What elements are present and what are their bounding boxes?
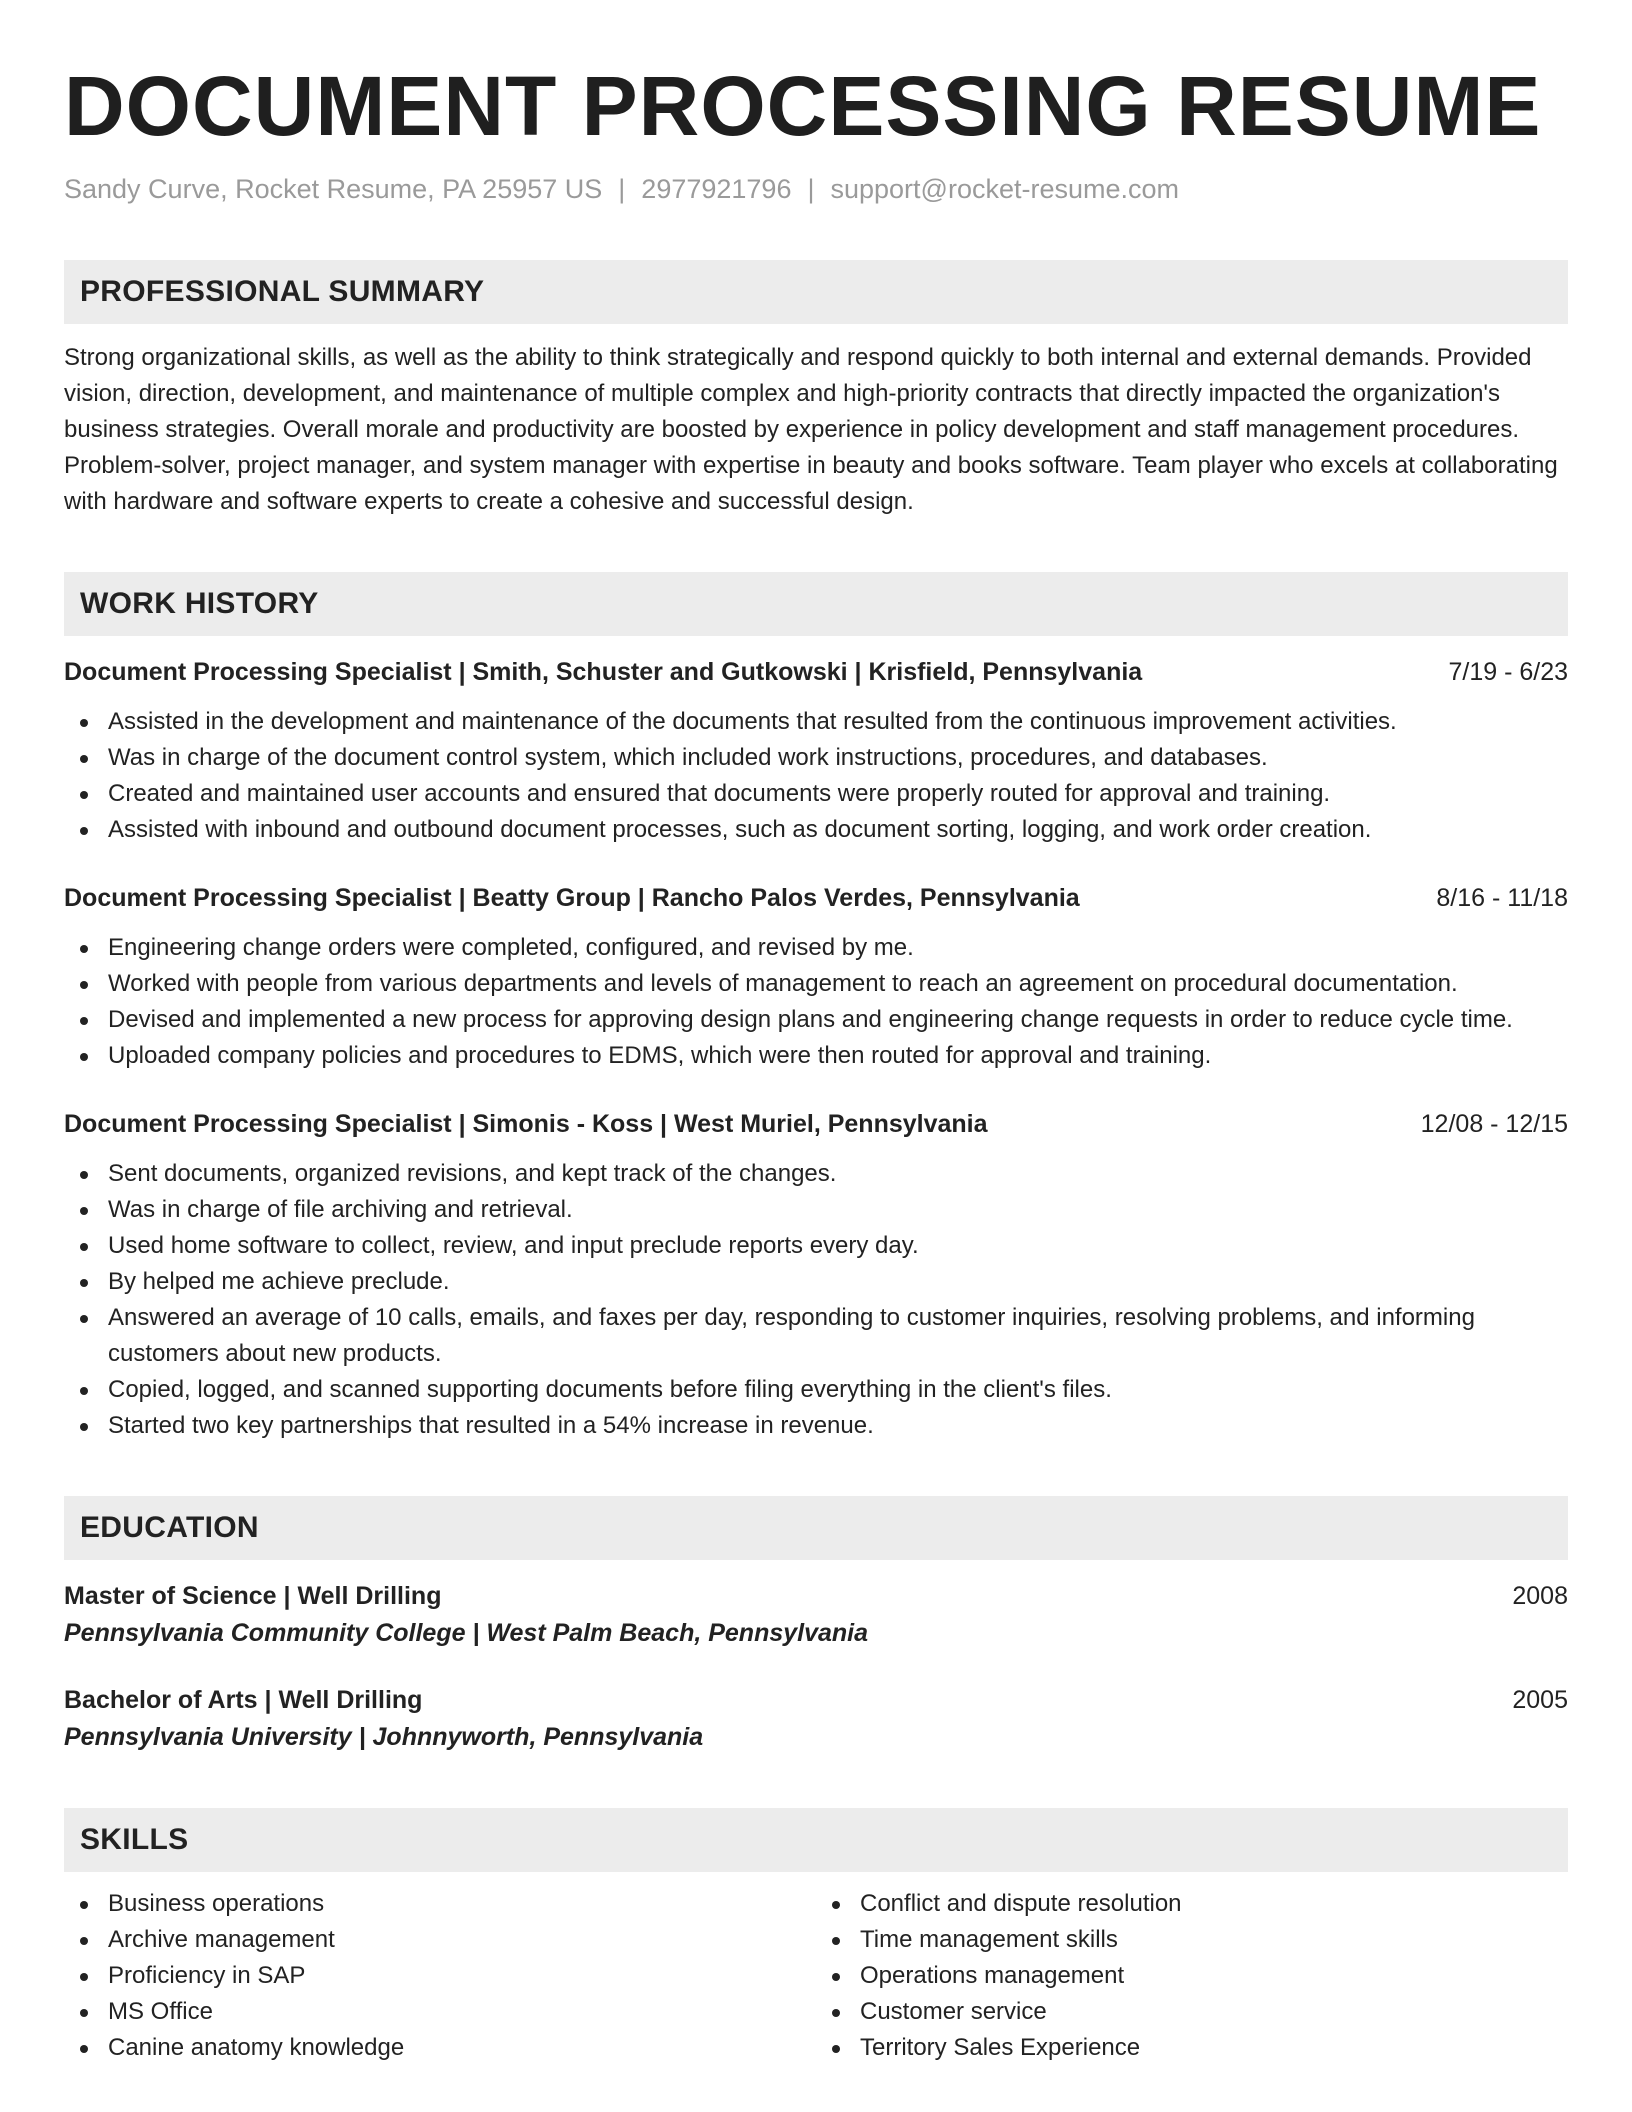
list-item: Was in charge of file archiving and retrieval. xyxy=(64,1192,1568,1228)
contact-line xyxy=(64,172,1568,206)
job-entry xyxy=(64,654,1568,848)
job-dates: 7/19 - 6/23 xyxy=(1448,658,1568,686)
skills-list-right xyxy=(816,1886,1568,2066)
list-item: Assisted in the development and maintenance of the documents that resulted from the continuous improvement activities. xyxy=(64,704,1568,740)
skill-item: Territory Sales Experience xyxy=(816,2030,1568,2066)
skill-item: Archive management xyxy=(64,1922,816,1958)
education-degree: Master of Science | Well Drilling xyxy=(64,1582,442,1610)
job-entry xyxy=(64,1106,1568,1444)
list-item: Answered an average of 10 calls, emails, and faxes per day, responding to customer inquiries, resolving problems, and informing customers about new products. xyxy=(64,1300,1568,1372)
section-header-skills: SKILLS xyxy=(64,1808,1568,1872)
skill-item: Canine anatomy knowledge xyxy=(64,2030,816,2066)
list-item: Used home software to collect, review, and input preclude reports every day. xyxy=(64,1228,1568,1264)
section-header-summary: PROFESSIONAL SUMMARY xyxy=(64,260,1568,324)
job-bullets xyxy=(64,930,1568,1074)
contact-separator: | xyxy=(807,174,815,204)
list-item: Devised and implemented a new process for approving design plans and engineering change requests in order to reduce cycle time. xyxy=(64,1002,1568,1038)
education-school: Pennsylvania Community College | West Palm Beach, Pennsylvania xyxy=(64,1619,869,1647)
job-title: Document Processing Specialist | Simonis - Koss | West Muriel, Pennsylvania xyxy=(64,1110,988,1138)
section-header-work-history: WORK HISTORY xyxy=(64,572,1568,636)
skill-item: Operations management xyxy=(816,1958,1568,1994)
education-entry xyxy=(64,1578,1568,1652)
education-school: Pennsylvania University | Johnnyworth, Pennsylvania xyxy=(64,1723,704,1751)
contact-email: support@rocket-resume.com xyxy=(830,174,1180,204)
list-item: Worked with people from various departments and levels of management to reach an agreement on procedural documentation. xyxy=(64,966,1568,1002)
list-item: By helped me achieve preclude. xyxy=(64,1264,1568,1300)
skill-item: Customer service xyxy=(816,1994,1568,2030)
contact-separator: | xyxy=(618,174,626,204)
list-item: Uploaded company policies and procedures to EDMS, which were then routed for approval and training. xyxy=(64,1038,1568,1074)
skills-list-left xyxy=(64,1886,816,2066)
list-item: Sent documents, organized revisions, and kept track of the changes. xyxy=(64,1156,1568,1192)
job-dates: 12/08 - 12/15 xyxy=(1420,1110,1568,1138)
job-bullets xyxy=(64,1156,1568,1444)
job-header xyxy=(64,654,1568,690)
contact-address: Sandy Curve, Rocket Resume, PA 25957 US xyxy=(64,174,603,204)
list-item: Copied, logged, and scanned supporting documents before filing everything in the client's files. xyxy=(64,1372,1568,1408)
list-item: Was in charge of the document control system, which included work instructions, procedures, and databases. xyxy=(64,740,1568,776)
contact-phone: 2977921796 xyxy=(641,174,792,204)
education-degree: Bachelor of Arts | Well Drilling xyxy=(64,1686,423,1714)
skill-item: Time management skills xyxy=(816,1922,1568,1958)
resume-title: DOCUMENT PROCESSING RESUME xyxy=(64,59,1542,153)
education-year: 2005 xyxy=(1512,1686,1568,1714)
list-item: Created and maintained user accounts and ensured that documents were properly routed for approval and training. xyxy=(64,776,1568,812)
job-title: Document Processing Specialist | Beatty Group | Rancho Palos Verdes, Pennsylvania xyxy=(64,884,1080,912)
section-header-education: EDUCATION xyxy=(64,1496,1568,1560)
education-entry xyxy=(64,1682,1568,1756)
education-year: 2008 xyxy=(1512,1582,1568,1610)
skill-item: Conflict and dispute resolution xyxy=(816,1886,1568,1922)
education-header xyxy=(64,1578,1568,1614)
job-header xyxy=(64,880,1568,916)
skill-item: Proficiency in SAP xyxy=(64,1958,816,1994)
job-header xyxy=(64,1106,1568,1142)
summary-text: Strong organizational skills, as well as the ability to think strategically and respond quickly to both internal and external demands. Provided vision, direction, development, and maintenance of multiple complex and high-priority contracts that directly impacted the organization's business strategies. Overall morale and productivity are boosted by experience in policy development and staff management procedures. Problem-solver, project manager, and system manager with expertise in beauty and books software. Team player who excels at collaborating with hardware and software experts to create a cohesive and successful design. xyxy=(64,344,1558,515)
skill-item: Business operations xyxy=(64,1886,816,1922)
skills-columns xyxy=(64,1886,1568,2066)
list-item: Engineering change orders were completed, configured, and revised by me. xyxy=(64,930,1568,966)
list-item: Assisted with inbound and outbound document processes, such as document sorting, logging, and work order creation. xyxy=(64,812,1568,848)
job-title: Document Processing Specialist | Smith, Schuster and Gutkowski | Krisfield, Pennsylvania xyxy=(64,658,1143,686)
list-item: Started two key partnerships that resulted in a 54% increase in revenue. xyxy=(64,1408,1568,1444)
education-header xyxy=(64,1682,1568,1718)
job-dates: 8/16 - 11/18 xyxy=(1436,884,1568,912)
skill-item: MS Office xyxy=(64,1994,816,2030)
job-bullets xyxy=(64,704,1568,848)
job-entry xyxy=(64,880,1568,1074)
